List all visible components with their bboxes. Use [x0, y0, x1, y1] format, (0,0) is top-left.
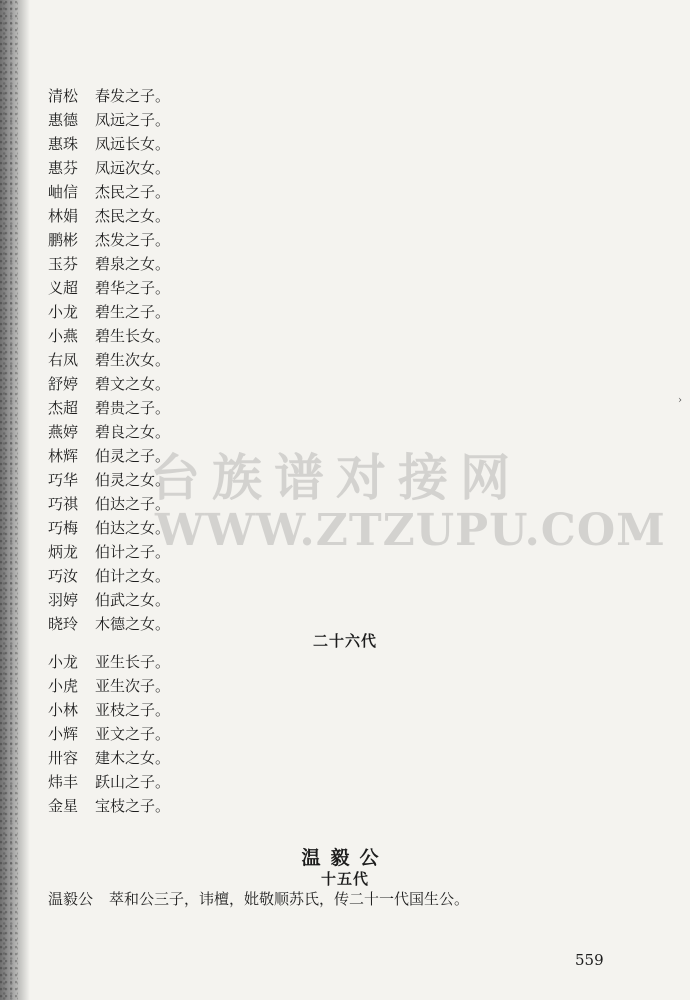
genealogy-entry — [48, 444, 170, 468]
branch-note — [48, 888, 469, 909]
person-name: 鹏彬 — [48, 231, 79, 249]
genealogy-list-generation-25 — [48, 84, 170, 636]
person-name: 卅容 — [48, 749, 79, 767]
genealogy-entry — [48, 276, 170, 300]
person-name: 林辉 — [48, 447, 79, 465]
person-relation: 木德之女。 — [95, 615, 171, 633]
person-name: 炜丰 — [48, 773, 79, 791]
person-relation: 伯达之子。 — [95, 495, 171, 513]
person-name: 右凤 — [48, 351, 79, 369]
genealogy-entry — [48, 300, 170, 324]
person-name: 羽婷 — [48, 591, 79, 609]
genealogy-entry — [48, 204, 170, 228]
person-name: 燕婷 — [48, 423, 79, 441]
page-number: 559 — [575, 951, 604, 969]
person-relation: 伯计之女。 — [95, 567, 171, 585]
person-name: 小辉 — [48, 725, 79, 743]
genealogy-entry — [48, 650, 170, 674]
person-relation: 亚生次子。 — [95, 677, 171, 695]
person-relation: 伯武之女。 — [95, 591, 171, 609]
note-name: 温毅公 — [48, 890, 94, 908]
person-relation: 伯灵之女。 — [95, 471, 171, 489]
genealogy-entry — [48, 372, 170, 396]
genealogy-entry — [48, 722, 170, 746]
person-name: 惠珠 — [48, 135, 79, 153]
note-text: 萃和公三子，讳檀，妣敬顺苏氏，传二十一代国生公。 — [109, 890, 470, 908]
genealogy-entry — [48, 746, 170, 770]
genealogy-entry — [48, 180, 170, 204]
person-name: 小燕 — [48, 327, 79, 345]
person-relation: 凤远之子。 — [95, 111, 171, 129]
person-relation: 伯达之女。 — [95, 519, 171, 537]
person-relation: 凤远次女。 — [95, 159, 171, 177]
person-relation: 杰民之女。 — [95, 207, 171, 225]
person-relation: 碧文之女。 — [95, 375, 171, 393]
person-name: 小龙 — [48, 653, 79, 671]
person-relation: 碧华之子。 — [95, 279, 171, 297]
genealogy-entry — [48, 132, 170, 156]
genealogy-entry — [48, 492, 170, 516]
person-name: 清松 — [48, 87, 79, 105]
person-name: 杰超 — [48, 399, 79, 417]
person-relation: 碧生长女。 — [95, 327, 171, 345]
person-name: 巧祺 — [48, 495, 79, 513]
person-name: 林娟 — [48, 207, 79, 225]
genealogy-list-generation-26 — [48, 650, 170, 818]
genealogy-entry — [48, 396, 170, 420]
genealogy-entry — [48, 228, 170, 252]
person-name: 舒婷 — [48, 375, 79, 393]
genealogy-entry — [48, 698, 170, 722]
generation-heading-26: 二十六代 — [312, 632, 377, 650]
person-relation: 杰发之子。 — [95, 231, 171, 249]
person-name: 惠芬 — [48, 159, 79, 177]
person-name: 玉芬 — [48, 255, 79, 273]
person-relation: 伯灵之子。 — [95, 447, 171, 465]
watermark-chinese: 台族谱对接网 — [150, 449, 522, 507]
genealogy-entry — [48, 588, 170, 612]
genealogy-entry — [48, 770, 170, 794]
person-relation: 碧泉之女。 — [95, 255, 171, 273]
genealogy-entry — [48, 156, 170, 180]
person-relation: 碧贵之子。 — [95, 399, 171, 417]
person-relation: 跃山之子。 — [95, 773, 171, 791]
genealogy-entry — [48, 674, 170, 698]
person-name: 巧梅 — [48, 519, 79, 537]
person-relation: 杰民之子。 — [95, 183, 171, 201]
person-relation: 凤远长女。 — [95, 135, 171, 153]
person-relation: 碧良之女。 — [95, 423, 171, 441]
person-name: 小虎 — [48, 677, 79, 695]
genealogy-entry — [48, 324, 170, 348]
genealogy-entry — [48, 468, 170, 492]
person-name: 小龙 — [48, 303, 79, 321]
person-relation: 建木之女。 — [95, 749, 171, 767]
person-relation: 春发之子。 — [95, 87, 171, 105]
genealogy-entry — [48, 794, 170, 818]
person-relation: 宝枝之子。 — [95, 797, 171, 815]
watermark-url: WWW.ZTZUPU.COM — [155, 505, 666, 556]
person-name: 晓玲 — [48, 615, 79, 633]
genealogy-entry — [48, 108, 170, 132]
person-name: 义超 — [48, 279, 79, 297]
person-relation: 伯计之子。 — [95, 543, 171, 561]
genealogy-entry — [48, 540, 170, 564]
person-name: 炳龙 — [48, 543, 79, 561]
person-name: 岫信 — [48, 183, 79, 201]
genealogy-entry — [48, 420, 170, 444]
person-relation: 亚生长子。 — [95, 653, 171, 671]
scan-mark: › — [678, 395, 682, 406]
person-name: 小林 — [48, 701, 79, 719]
person-name: 金星 — [48, 797, 79, 815]
genealogy-entry — [48, 564, 170, 588]
person-relation: 亚文之子。 — [95, 725, 171, 743]
person-relation: 碧生之子。 — [95, 303, 171, 321]
person-name: 巧华 — [48, 471, 79, 489]
genealogy-entry — [48, 252, 170, 276]
genealogy-entry — [48, 516, 170, 540]
person-relation: 碧生次女。 — [95, 351, 171, 369]
person-relation: 亚枝之子。 — [95, 701, 171, 719]
person-name: 惠德 — [48, 111, 79, 129]
branch-title: 温毅公 — [301, 847, 389, 869]
person-name: 巧汝 — [48, 567, 79, 585]
genealogy-entry — [48, 84, 170, 108]
genealogy-entry — [48, 348, 170, 372]
generation-heading-15: 十五代 — [320, 870, 369, 888]
